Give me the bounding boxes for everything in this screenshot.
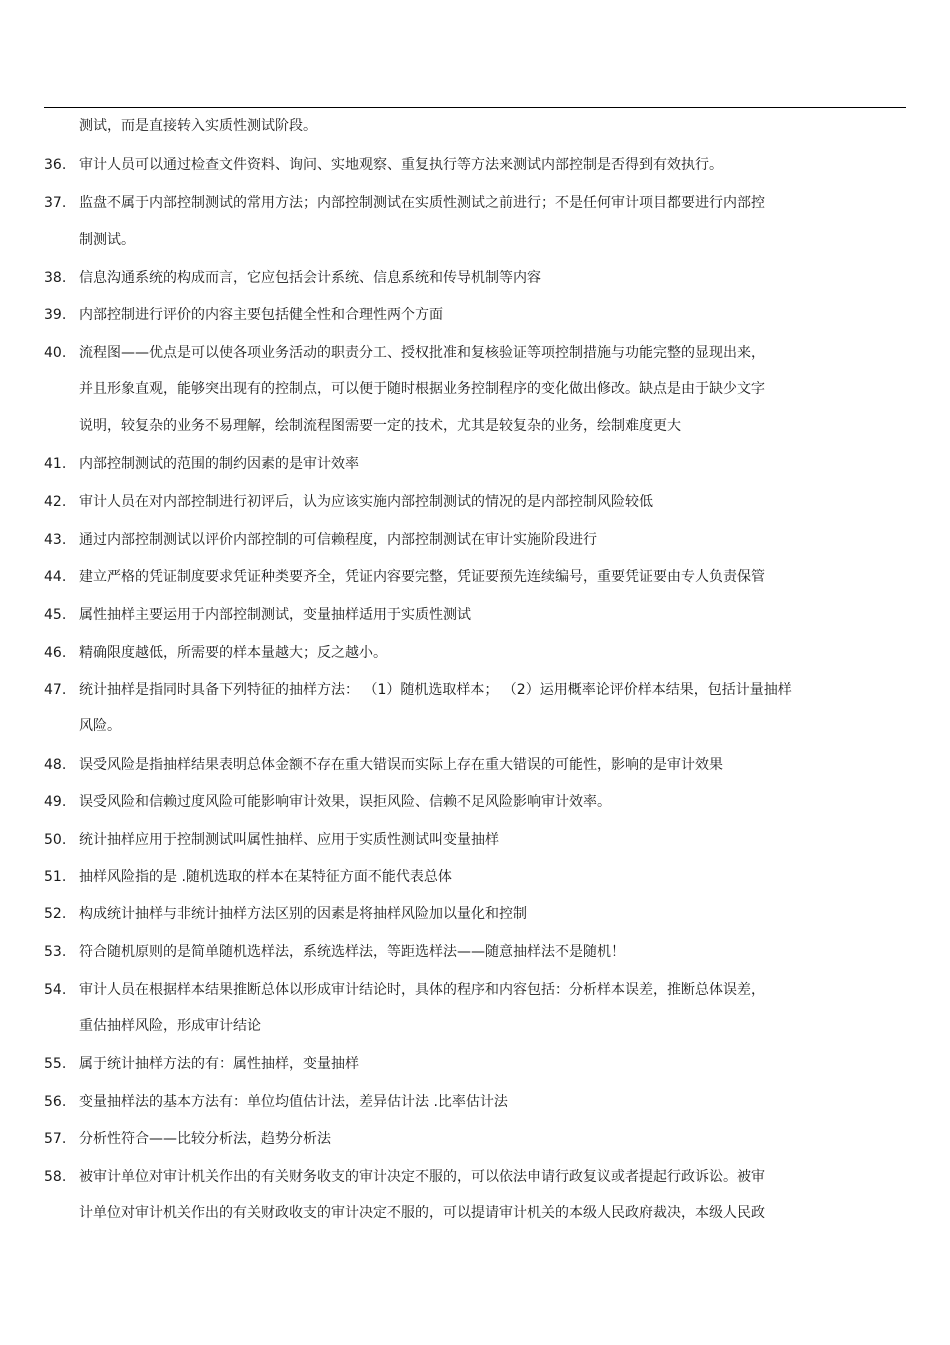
item-text: 风险。	[79, 718, 121, 734]
item-text: 误受风险是指抽样结果表明总体金额不存在重大错误而实际上存在重大错误的可能性，影响的是审计效果	[79, 757, 723, 773]
item-number: 57.	[44, 1131, 67, 1147]
item-text: 并且形象直观，能够突出现有的控制点，可以便于随时根据业务控制程序的变化做出修改。缺点是由于缺少文字	[79, 381, 765, 397]
item-number: 40.	[44, 345, 67, 361]
item-text: 流程图——优点是可以使各项业务活动的职责分工、授权批准和复核验证等项控制措施与功能完整的显现出来，	[79, 345, 765, 361]
item-text: 审计人员可以通过检查文件资料、询问、实地观察、重复执行等方法来测试内部控制是否得到有效执行。	[79, 157, 723, 173]
item-text: 被审计单位对审计机关作出的有关财务收支的审计决定不服的，可以依法申请行政复议或者提起行政诉讼。被审	[79, 1169, 765, 1185]
item-number: 56.	[44, 1094, 67, 1110]
item-number: 37.	[44, 195, 67, 211]
item-text: 统计抽样应用于控制测试叫属性抽样、应用于实质性测试叫变量抽样	[79, 832, 499, 848]
item-number: 51.	[44, 869, 67, 885]
continuation-text: 测试，而是直接转入实质性测试阶段。	[79, 118, 317, 134]
item-number: 36.	[44, 157, 67, 173]
item-text: 通过内部控制测试以评价内部控制的可信赖程度，内部控制测试在审计实施阶段进行	[79, 532, 597, 548]
item-text: 说明，较复杂的业务不易理解，绘制流程图需要一定的技术，尤其是较复杂的业务，绘制难度更大	[79, 418, 681, 434]
item-text: 信息沟通系统的构成而言，它应包括会计系统、信息系统和传导机制等内容	[79, 270, 541, 286]
item-number: 38.	[44, 270, 67, 286]
item-text: 符合随机原则的是简单随机选样法，系统选样法，等距选样法——随意抽样法不是随机！	[79, 944, 625, 960]
item-text: 内部控制进行评价的内容主要包括健全性和合理性两个方面	[79, 307, 443, 323]
item-number: 58.	[44, 1169, 67, 1185]
header-rule	[44, 107, 906, 108]
item-number: 50.	[44, 832, 67, 848]
item-number: 39.	[44, 307, 67, 323]
item-number: 46.	[44, 645, 67, 661]
item-text: 误受风险和信赖过度风险可能影响审计效果，误拒风险、信赖不足风险影响审计效率。	[79, 794, 611, 810]
item-text: 审计人员在对内部控制进行初评后，认为应该实施内部控制测试的情况的是内部控制风险较低	[79, 494, 653, 510]
item-number: 48.	[44, 757, 67, 773]
item-text: 精确限度越低，所需要的样本量越大；反之越小。	[79, 645, 387, 661]
item-text: 内部控制测试的范围的制约因素的是审计效率	[79, 456, 359, 472]
item-number: 44.	[44, 569, 67, 585]
item-number: 41.	[44, 456, 67, 472]
item-number: 52.	[44, 906, 67, 922]
item-number: 54.	[44, 982, 67, 998]
item-text: 审计人员在根据样本结果推断总体以形成审计结论时，具体的程序和内容包括：分析样本误差，推断总体误差，	[79, 982, 765, 998]
item-text: 抽样风险指的是 .随机选取的样本在某特征方面不能代表总体	[79, 869, 452, 885]
item-number: 45.	[44, 607, 67, 623]
item-number: 55.	[44, 1056, 67, 1072]
item-text: 构成统计抽样与非统计抽样方法区别的因素是将抽样风险加以量化和控制	[79, 906, 527, 922]
item-text: 统计抽样是指同时具备下列特征的抽样方法： （1）随机选取样本； （2）运用概率论评价样本结果，包括计量抽样	[79, 682, 792, 698]
item-text: 建立严格的凭证制度要求凭证种类要齐全，凭证内容要完整，凭证要预先连续编号，重要凭证要由专人负责保管	[79, 569, 765, 585]
item-text: 计单位对审计机关作出的有关财政收支的审计决定不服的，可以提请审计机关的本级人民政府裁决，本级人民政	[79, 1205, 765, 1221]
item-text: 制测试。	[79, 232, 135, 248]
item-text: 属于统计抽样方法的有：属性抽样，变量抽样	[79, 1056, 359, 1072]
item-number: 43.	[44, 532, 67, 548]
item-number: 42.	[44, 494, 67, 510]
item-number: 53.	[44, 944, 67, 960]
item-number: 47.	[44, 682, 67, 698]
item-text: 监盘不属于内部控制测试的常用方法；内部控制测试在实质性测试之前进行；不是任何审计项目都要进行内部控	[79, 195, 765, 211]
item-text: 重估抽样风险，形成审计结论	[79, 1018, 261, 1034]
item-text: 分析性符合——比较分析法，趋势分析法	[79, 1131, 331, 1147]
item-text: 变量抽样法的基本方法有：单位均值估计法，差异估计法 .比率估计法	[79, 1094, 508, 1110]
item-text: 属性抽样主要运用于内部控制测试，变量抽样适用于实质性测试	[79, 607, 471, 623]
item-number: 49.	[44, 794, 67, 810]
